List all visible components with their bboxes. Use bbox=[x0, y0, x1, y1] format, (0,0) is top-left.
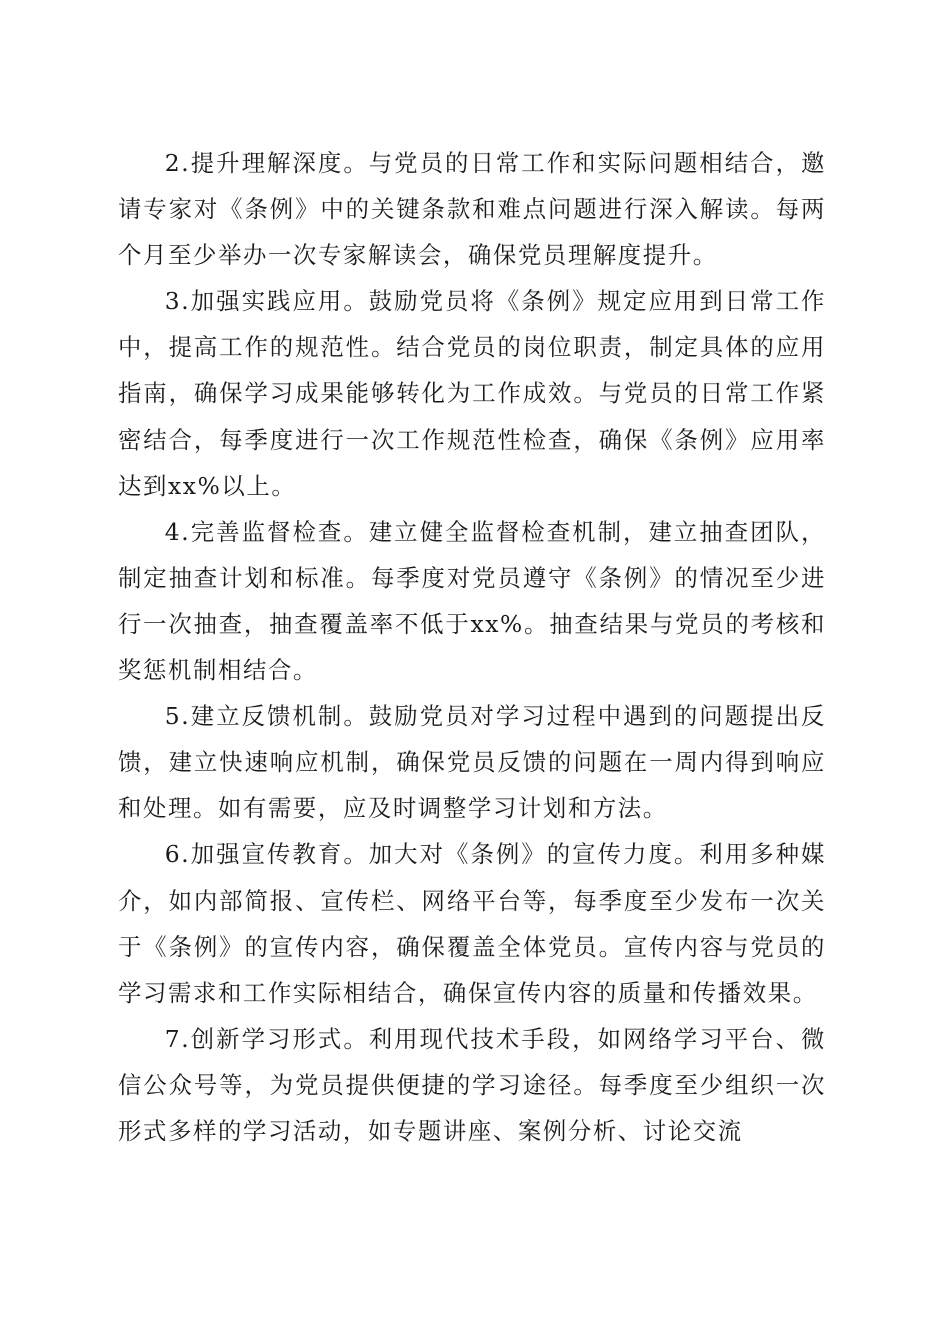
paragraph-item-2: 2.提升理解深度。与党员的日常工作和实际问题相结合，邀请专家对《条例》中的关键条款和难点问题进行深入解读。每两个月至少举办一次专家解读会，确保党员理解度提升。 bbox=[118, 149, 826, 270]
paragraph-item-7: 7.创新学习形式。利用现代技术手段，如网络学习平台、微信公众号等，为党员提供便捷的学习途径。每季度至少组织一次形式多样的学习活动，如专题讲座、案例分析、讨论交流 bbox=[118, 1024, 826, 1145]
paragraph-item-4: 4.完善监督检查。建立健全监督检查机制，建立抽查团队，制定抽查计划和标准。每季度对党员遵守《条例》的情况至少进行一次抽查，抽查覆盖率不低于xx%。抽查结果与党员的考核和奖惩机制相结合。 bbox=[118, 517, 826, 685]
paragraph-item-5: 5.建立反馈机制。鼓励党员对学习过程中遇到的问题提出反馈，建立快速响应机制，确保党员反馈的问题在一周内得到响应和处理。如有需要，应及时调整学习计划和方法。 bbox=[118, 702, 826, 823]
document-body bbox=[118, 140, 826, 1154]
paragraph-item-3: 3.加强实践应用。鼓励党员将《条例》规定应用到日常工作中，提高工作的规范性。结合党员的岗位职责，制定具体的应用指南，确保学习成果能够转化为工作成效。与党员的日常工作紧密结合，每季度进行一次工作规范性检查，确保《条例》应用率达到xx%以上。 bbox=[118, 287, 826, 500]
paragraph-item-6: 6.加强宣传教育。加大对《条例》的宣传力度。利用多种媒介，如内部简报、宣传栏、网络平台等，每季度至少发布一次关于《条例》的宣传内容，确保覆盖全体党员。宣传内容与党员的学习需求和工作实际相结合，确保宣传内容的质量和传播效果。 bbox=[118, 840, 826, 1007]
